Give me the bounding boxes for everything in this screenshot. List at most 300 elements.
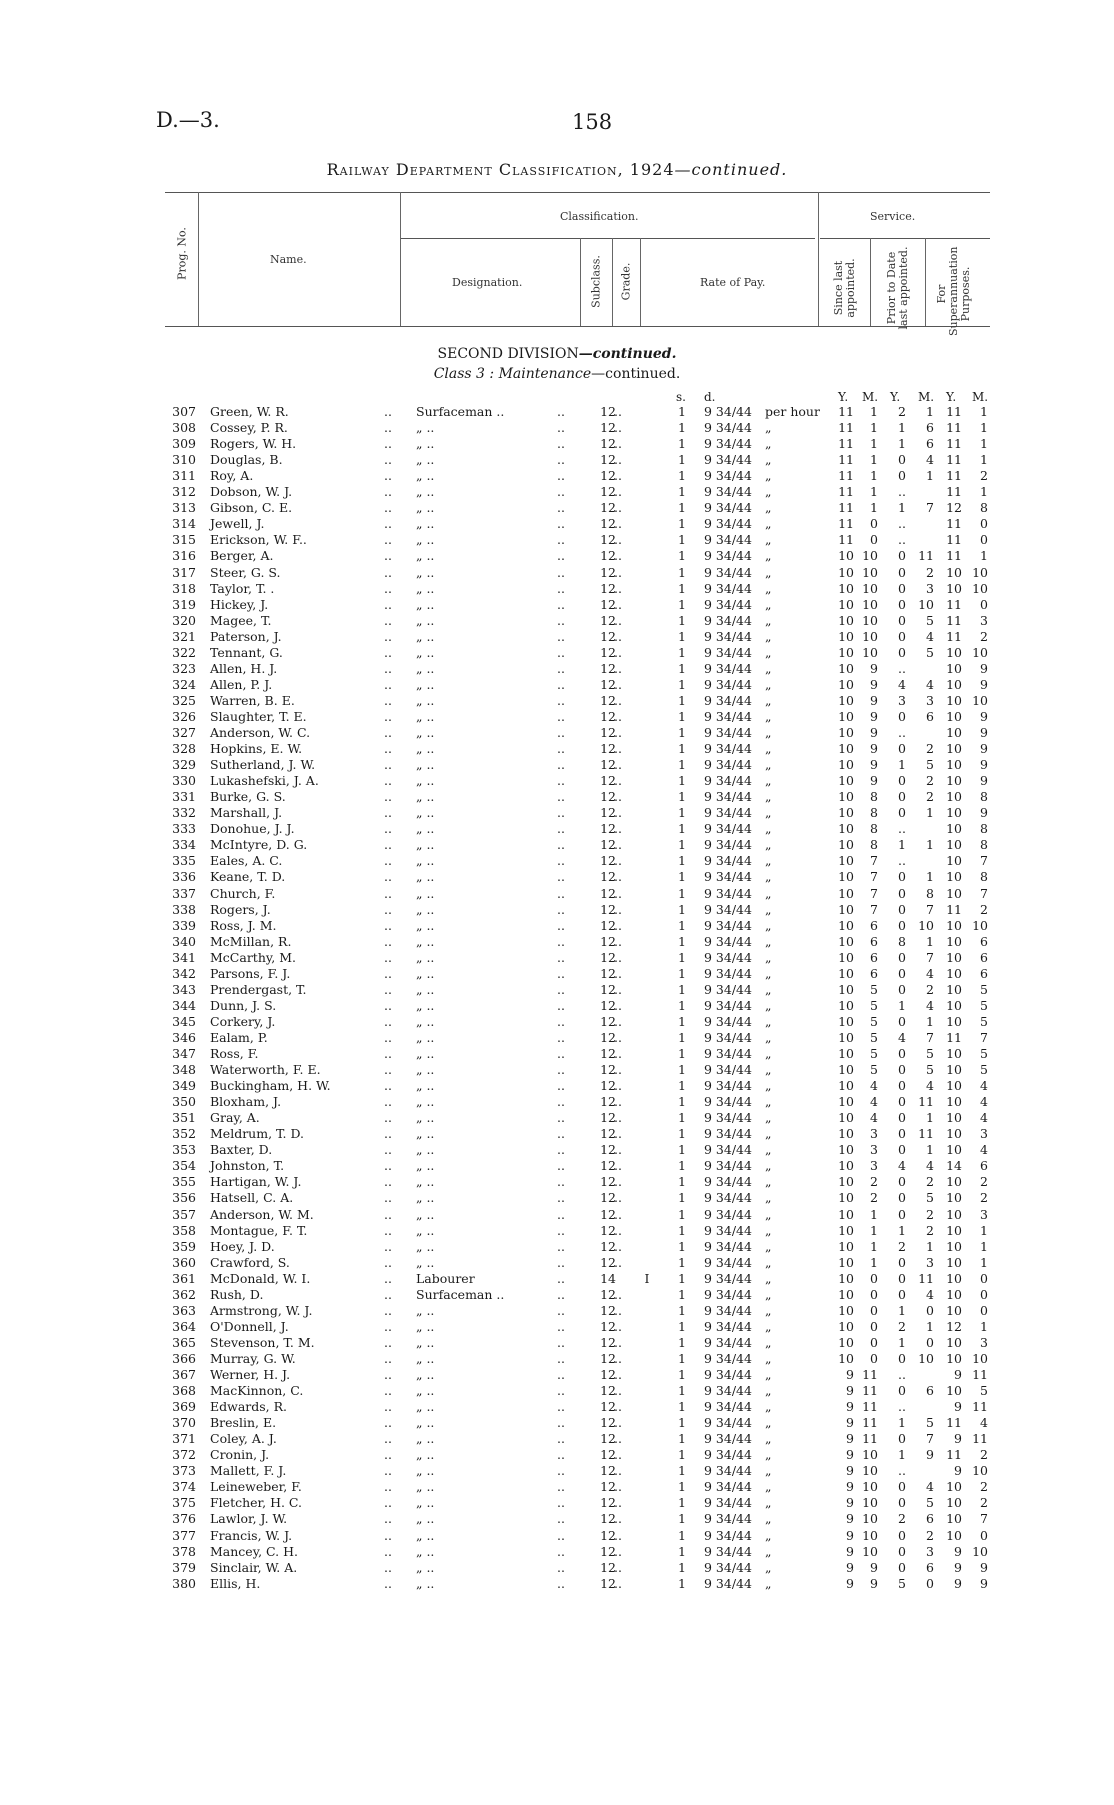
leader-dots: .. <box>384 1302 392 1318</box>
rate-pence: 9 34/44 <box>704 1078 752 1094</box>
name: Anderson, W. M. <box>210 1206 314 1222</box>
designation: „ .. <box>416 757 435 773</box>
leader-dots: .. <box>557 1190 565 1206</box>
subclass: 12 <box>600 468 616 484</box>
prog-no: 376 <box>172 1511 196 1527</box>
leader-dots: .. <box>384 1527 392 1543</box>
name: Dunn, J. S. <box>210 997 277 1013</box>
super-months: 3 <box>980 1206 988 1222</box>
rate-pence: 9 34/44 <box>704 1575 752 1591</box>
leader-dots: .. <box>557 837 565 853</box>
rate-shillings: 1 <box>678 805 686 821</box>
since-years: 10 <box>838 1174 854 1190</box>
rate-pence: 9 34/44 <box>704 660 752 676</box>
rate-pence: 9 34/44 <box>704 420 752 436</box>
prior-months: 3 <box>926 1254 934 1270</box>
subclass: 12 <box>600 901 616 917</box>
super-months: 5 <box>980 1046 988 1061</box>
rate-unit: „ <box>765 500 772 516</box>
rate-unit: „ <box>765 676 772 692</box>
table-row <box>0 1383 1114 1399</box>
prior-years: 1 <box>898 1447 906 1463</box>
subclass: 12 <box>600 933 616 949</box>
since-years: 9 <box>846 1463 854 1479</box>
designation: „ .. <box>416 741 435 757</box>
leader-dots: .. <box>557 1527 565 1543</box>
header-service: Service. <box>870 210 916 223</box>
prior-years: 0 <box>898 1190 906 1206</box>
rate-pence: 9 34/44 <box>704 404 752 419</box>
table-row <box>0 500 1114 516</box>
since-years: 10 <box>838 1062 854 1078</box>
since-months: 7 <box>870 869 878 885</box>
super-months: 5 <box>980 1062 988 1078</box>
leader-dots: .. <box>557 436 565 452</box>
leader-dots: .. <box>384 725 392 740</box>
rate-shillings: 1 <box>678 1142 686 1158</box>
prog-no: 335 <box>172 853 196 869</box>
super-years: 10 <box>946 1254 962 1270</box>
rate-unit: „ <box>765 1029 772 1045</box>
super-months: 2 <box>980 1495 988 1511</box>
super-months: 2 <box>980 1174 988 1190</box>
rate-unit: „ <box>765 692 772 708</box>
table-row <box>0 757 1114 773</box>
leader-dots: .. <box>384 1511 392 1527</box>
leader-dots: .. <box>384 1190 392 1206</box>
designation: „ .. <box>416 1334 435 1350</box>
leader-dots: .. <box>557 1110 565 1126</box>
super-years: 10 <box>946 789 962 805</box>
name: Prendergast, T. <box>210 981 307 997</box>
since-months: 1 <box>870 1222 878 1238</box>
table-row <box>0 821 1114 837</box>
prog-no: 315 <box>172 532 196 548</box>
name: Crawford, S. <box>210 1254 290 1270</box>
name: McMillan, R. <box>210 933 292 949</box>
rate-pence: 9 34/44 <box>704 548 752 564</box>
since-months: 10 <box>862 596 878 612</box>
subclass: 12 <box>600 1286 616 1302</box>
leader-dots: .. <box>557 1238 565 1254</box>
prior-years: 1 <box>898 837 906 853</box>
since-months: 9 <box>870 676 878 692</box>
prog-no: 368 <box>172 1383 196 1399</box>
leader-dots: .. <box>557 1543 565 1559</box>
rate-pence: 9 34/44 <box>704 1495 752 1511</box>
super-months: 0 <box>980 1527 988 1543</box>
since-years: 10 <box>838 1110 854 1126</box>
prior-years: 0 <box>898 1479 906 1495</box>
rate-unit: „ <box>765 548 772 564</box>
super-years: 10 <box>946 981 962 997</box>
leader-dots: .. <box>557 1029 565 1045</box>
leader-dots: .. <box>384 596 392 612</box>
prog-no: 362 <box>172 1286 196 1302</box>
since-months: 5 <box>870 997 878 1013</box>
prior-months: 3 <box>926 1543 934 1559</box>
rate-shillings: 1 <box>678 1046 686 1061</box>
leader-dots: .. <box>557 1013 565 1029</box>
subclass: 12 <box>600 1046 616 1061</box>
leader-dots: .. <box>557 1479 565 1495</box>
leader-dots: .. <box>614 853 622 869</box>
since-years: 10 <box>838 741 854 757</box>
unit-pence: d. <box>704 390 716 404</box>
subclass: 12 <box>600 548 616 564</box>
leader-dots: .. <box>614 885 622 901</box>
super-years: 9 <box>954 1367 962 1382</box>
rate-shillings: 1 <box>678 1222 686 1238</box>
since-years: 9 <box>846 1399 854 1415</box>
super-years: 10 <box>946 580 962 596</box>
leader-dots: .. <box>384 965 392 981</box>
designation: „ .. <box>416 436 435 452</box>
rate-unit: „ <box>765 725 772 740</box>
rate-shillings: 1 <box>678 1094 686 1110</box>
name: Tennant, G. <box>210 644 283 660</box>
rate-unit: „ <box>765 901 772 917</box>
subclass: 12 <box>600 1254 616 1270</box>
leader-dots: .. <box>614 1559 622 1575</box>
leader-dots: .. <box>384 789 392 805</box>
rate-pence: 9 34/44 <box>704 821 752 837</box>
designation: „ .. <box>416 628 435 644</box>
since-months: 1 <box>870 436 878 452</box>
leader-dots: .. <box>384 1254 392 1270</box>
leader-dots: .. <box>557 1094 565 1110</box>
leader-dots: .. <box>557 741 565 757</box>
name: Baxter, D. <box>210 1142 273 1158</box>
designation: „ .. <box>416 612 435 628</box>
subclass: 12 <box>600 1126 616 1142</box>
header-top-rule <box>165 192 990 193</box>
rate-unit: „ <box>765 708 772 724</box>
super-months: 7 <box>980 1511 988 1527</box>
super-months: 3 <box>980 612 988 628</box>
table-row <box>0 773 1114 789</box>
rate-shillings: 1 <box>678 1511 686 1527</box>
since-years: 10 <box>838 1046 854 1061</box>
rate-pence: 9 34/44 <box>704 1431 752 1447</box>
leader-dots: .. <box>614 516 622 532</box>
since-months: 1 <box>870 468 878 484</box>
leader-dots: .. <box>384 1046 392 1061</box>
name: Gray, A. <box>210 1110 260 1126</box>
super-years: 10 <box>946 741 962 757</box>
rate-unit: „ <box>765 1222 772 1238</box>
rate-unit: „ <box>765 564 772 580</box>
leader-dots: .. <box>384 612 392 628</box>
rate-pence: 9 34/44 <box>704 1174 752 1190</box>
rate-unit: „ <box>765 1254 772 1270</box>
leader-dots: .. <box>384 500 392 516</box>
leader-dots: .. <box>614 997 622 1013</box>
subclass: 12 <box>600 725 616 740</box>
rate-shillings: 1 <box>678 612 686 628</box>
rate-shillings: 1 <box>678 1399 686 1415</box>
name: Hatsell, C. A. <box>210 1190 294 1206</box>
prog-no: 369 <box>172 1399 196 1415</box>
prior-months: 1 <box>926 805 934 821</box>
rate-unit: „ <box>765 1190 772 1206</box>
leader-dots: .. <box>384 1029 392 1045</box>
table-row <box>0 436 1114 452</box>
table-row <box>0 1495 1114 1511</box>
table-row <box>0 1110 1114 1126</box>
prior-years: 0 <box>898 1126 906 1142</box>
name: Church, F. <box>210 885 276 901</box>
leader-dots: .. <box>614 1286 622 1302</box>
designation: „ .. <box>416 564 435 580</box>
super-months: 3 <box>980 1126 988 1142</box>
leader-dots: .. <box>614 1383 622 1399</box>
super-months: 1 <box>980 404 988 419</box>
leader-dots: .. <box>557 757 565 773</box>
leader-dots: .. <box>614 965 622 981</box>
super-months: 3 <box>980 1334 988 1350</box>
rate-shillings: 1 <box>678 837 686 853</box>
division-text: SECOND DIVISION <box>437 346 579 362</box>
prior-years: .. <box>898 725 906 740</box>
super-years: 9 <box>954 1543 962 1559</box>
super-months: 10 <box>972 644 988 660</box>
prior-months: 2 <box>926 1222 934 1238</box>
prog-no: 319 <box>172 596 196 612</box>
prior-years: 0 <box>898 468 906 484</box>
super-years: 10 <box>946 1511 962 1527</box>
since-years: 10 <box>838 1126 854 1142</box>
prog-no: 337 <box>172 885 196 901</box>
name: Lukashefski, J. A. <box>210 773 319 789</box>
leader-dots: .. <box>384 853 392 869</box>
since-months: 3 <box>870 1126 878 1142</box>
leader-dots: .. <box>384 1415 392 1431</box>
rate-pence: 9 34/44 <box>704 436 752 452</box>
super-months: 6 <box>980 965 988 981</box>
since-years: 10 <box>838 1158 854 1174</box>
table-row <box>0 565 1114 581</box>
name: Murray, G. W. <box>210 1350 296 1366</box>
rate-shillings: 1 <box>678 821 686 837</box>
prog-no: 374 <box>172 1479 196 1495</box>
header-grade: Grade. <box>619 262 633 301</box>
super-months: 11 <box>972 1399 988 1415</box>
prog-no: 354 <box>172 1158 196 1174</box>
prog-no: 317 <box>172 564 196 580</box>
leader-dots: .. <box>557 805 565 821</box>
prior-months: 6 <box>926 1383 934 1399</box>
since-months: 5 <box>870 1013 878 1029</box>
table-row <box>0 661 1114 677</box>
since-months: 9 <box>870 692 878 708</box>
prior-years: 0 <box>898 949 906 965</box>
leader-dots: .. <box>384 532 392 548</box>
leader-dots: .. <box>614 1126 622 1142</box>
prog-no: 326 <box>172 708 196 724</box>
leader-dots: .. <box>384 516 392 532</box>
col-divider <box>198 192 199 326</box>
super-years: 11 <box>946 1029 962 1045</box>
name: Edwards, R. <box>210 1399 288 1415</box>
super-months: 9 <box>980 725 988 740</box>
leader-dots: .. <box>614 805 622 821</box>
since-months: 0 <box>870 1302 878 1318</box>
prog-no: 311 <box>172 468 196 484</box>
name: McCarthy, M. <box>210 949 296 965</box>
super-months: 10 <box>972 1350 988 1366</box>
prior-months: 3 <box>926 580 934 596</box>
subclass: 12 <box>600 837 616 853</box>
super-years: 10 <box>946 1334 962 1350</box>
subclass: 12 <box>600 1222 616 1238</box>
since-years: 10 <box>838 821 854 837</box>
since-years: 11 <box>838 420 854 436</box>
super-years: 10 <box>946 853 962 869</box>
prog-no: 331 <box>172 789 196 805</box>
prior-years: 0 <box>898 1495 906 1511</box>
leader-dots: .. <box>384 1222 392 1238</box>
super-years: 11 <box>946 532 962 548</box>
table-row <box>0 1303 1114 1319</box>
super-months: 8 <box>980 837 988 853</box>
super-years: 10 <box>946 1142 962 1158</box>
rate-shillings: 1 <box>678 869 686 885</box>
leader-dots: .. <box>557 901 565 917</box>
class-continued: —continued. <box>591 366 681 382</box>
super-years: 10 <box>946 1286 962 1302</box>
subclass: 12 <box>600 516 616 532</box>
unit-since-months: M. <box>862 390 879 404</box>
leader-dots: .. <box>384 933 392 949</box>
prog-no: 333 <box>172 821 196 837</box>
since-years: 9 <box>846 1575 854 1591</box>
prior-years: 0 <box>898 917 906 933</box>
subclass: 12 <box>600 1447 616 1463</box>
since-months: 1 <box>870 484 878 500</box>
prior-months: 5 <box>926 757 934 773</box>
prior-months: 2 <box>926 773 934 789</box>
designation: „ .. <box>416 1013 435 1029</box>
since-years: 10 <box>838 692 854 708</box>
super-months: 1 <box>980 548 988 564</box>
subclass: 12 <box>600 949 616 965</box>
leader-dots: .. <box>384 420 392 436</box>
table-row <box>0 1511 1114 1527</box>
table-row <box>0 934 1114 950</box>
subclass: 12 <box>600 965 616 981</box>
leader-dots: .. <box>384 805 392 821</box>
rate-shillings: 1 <box>678 1238 686 1254</box>
prior-years: 0 <box>898 628 906 644</box>
since-months: 0 <box>870 1286 878 1302</box>
leader-dots: .. <box>557 596 565 612</box>
leader-dots: .. <box>384 1447 392 1463</box>
super-months: 9 <box>980 741 988 757</box>
leader-dots: .. <box>384 452 392 468</box>
prog-no: 325 <box>172 692 196 708</box>
rate-unit: „ <box>765 1511 772 1527</box>
super-years: 10 <box>946 917 962 933</box>
super-years: 10 <box>946 1479 962 1495</box>
table-row <box>0 1239 1114 1255</box>
rate-shillings: 1 <box>678 757 686 773</box>
table-row <box>0 1271 1114 1287</box>
designation: „ .. <box>416 420 435 436</box>
col-divider <box>818 192 819 326</box>
since-months: 0 <box>870 516 878 532</box>
subclass: 12 <box>600 1543 616 1559</box>
rate-shillings: 1 <box>678 773 686 789</box>
rate-shillings: 1 <box>678 1350 686 1366</box>
prog-no: 352 <box>172 1126 196 1142</box>
leader-dots: .. <box>557 1302 565 1318</box>
subclass: 12 <box>600 404 616 419</box>
prior-months: 10 <box>918 917 934 933</box>
since-years: 10 <box>838 1013 854 1029</box>
designation: „ .. <box>416 468 435 484</box>
name: Eales, A. C. <box>210 853 283 869</box>
table-row <box>0 468 1114 484</box>
prior-years: 4 <box>898 1029 906 1045</box>
rate-shillings: 1 <box>678 692 686 708</box>
name: Steer, G. S. <box>210 564 281 580</box>
designation: „ .. <box>416 773 435 789</box>
name: Mallett, F. J. <box>210 1463 287 1479</box>
super-years: 11 <box>946 420 962 436</box>
subclass: 12 <box>600 692 616 708</box>
prog-no: 343 <box>172 981 196 997</box>
leader-dots: .. <box>557 853 565 869</box>
prog-no: 323 <box>172 660 196 676</box>
leader-dots: .. <box>557 516 565 532</box>
leader-dots: .. <box>557 500 565 516</box>
unit-super-years: Y. <box>946 390 957 404</box>
header-name: Name. <box>270 253 307 266</box>
page-reference: D.—3. <box>156 108 220 132</box>
table-row <box>0 1399 1114 1415</box>
rate-unit: „ <box>765 580 772 596</box>
rate-unit: „ <box>765 1334 772 1350</box>
name: Sutherland, J. W. <box>210 757 316 773</box>
rate-pence: 9 34/44 <box>704 965 752 981</box>
prior-months: 6 <box>926 420 934 436</box>
prog-no: 358 <box>172 1222 196 1238</box>
designation: Labourer <box>416 1270 475 1286</box>
prog-no: 350 <box>172 1094 196 1110</box>
subclass: 12 <box>600 436 616 452</box>
designation: „ .. <box>416 725 435 740</box>
rate-pence: 9 34/44 <box>704 628 752 644</box>
leader-dots: .. <box>557 1511 565 1527</box>
rate-pence: 9 34/44 <box>704 708 752 724</box>
table-row <box>0 950 1114 966</box>
prior-years: 0 <box>898 1527 906 1543</box>
rate-pence: 9 34/44 <box>704 1527 752 1543</box>
prior-years: 0 <box>898 1270 906 1286</box>
prior-years: 1 <box>898 1302 906 1318</box>
super-months: 0 <box>980 1270 988 1286</box>
super-months: 4 <box>980 1110 988 1126</box>
prog-no: 328 <box>172 741 196 757</box>
leader-dots: .. <box>614 484 622 500</box>
name: Lawlor, J. W. <box>210 1511 288 1527</box>
since-months: 8 <box>870 821 878 837</box>
super-years: 9 <box>954 1463 962 1479</box>
leader-dots: .. <box>614 725 622 740</box>
leader-dots: .. <box>557 965 565 981</box>
subclass: 12 <box>600 1511 616 1527</box>
